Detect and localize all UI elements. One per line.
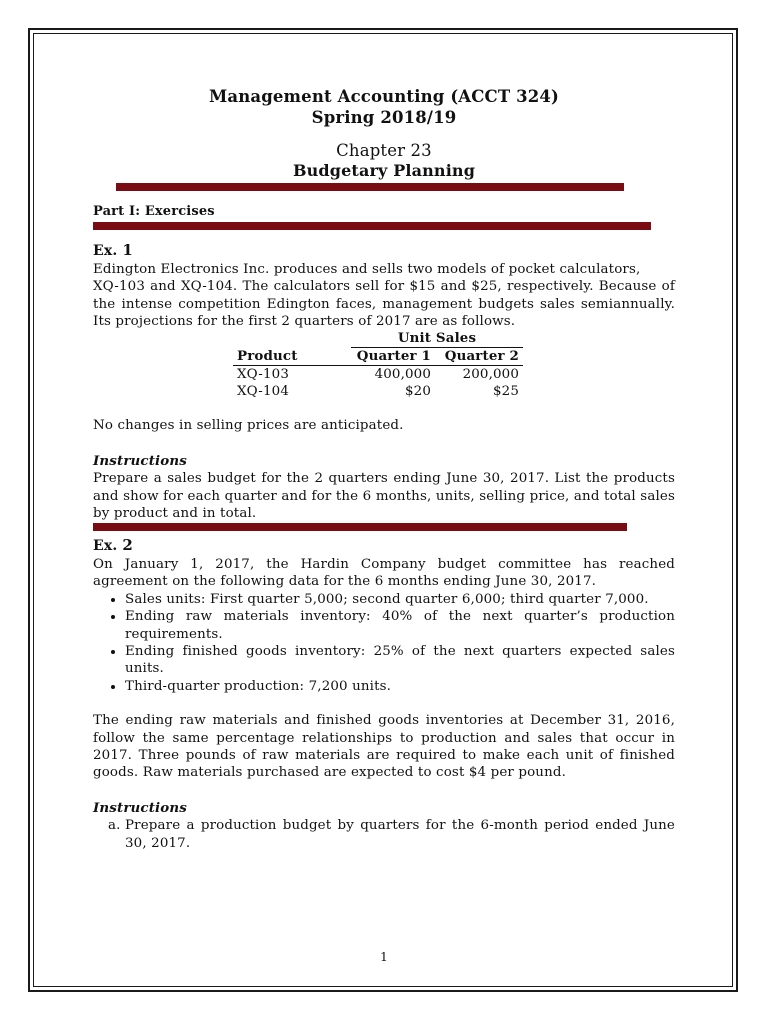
course-title: Management Accounting (ACCT 324) [208,87,559,106]
topic-title: Budgetary Planning [292,161,476,180]
document-page [93,86,675,852]
exercise-1-text: XQ-103 and XQ-104. The calculators sell for $15 and $25, respectively. Because of the intense competition Edington faces, management budgets sales semiannually. Its projections for the first 2 quarters of 2017 are as follows. [93,279,675,330]
table-group-row [233,330,523,348]
table-cell: $25 [492,384,519,400]
instructions-heading: Instructions [93,452,187,469]
exercise-label: Ex. [93,243,118,260]
unit-sales-table [233,330,523,400]
table-row [233,366,523,384]
column-header: Product [233,348,351,366]
divider-rule [116,183,624,191]
instructions-heading: Instructions [93,799,187,816]
exercise-label: Ex. [93,538,118,555]
column-header: Quarter 1 [351,348,435,366]
part-heading: Part I: Exercises [93,204,215,219]
table-cell: $20 [404,384,431,400]
exercise-1-instructions: Prepare a sales budget for the 2 quarters ending June 30, 2017. List the products and show for each quarter and for the 6 months, units, selling price, and total sales by product and in total. [93,471,675,522]
divider-rule [93,222,651,230]
table-cell: XQ-104 [237,384,289,400]
term-title: Spring 2018/19 [311,108,457,127]
chapter-title: Chapter 23 [336,141,432,160]
table-header-row [233,348,523,366]
exercise-number: 1 [122,241,133,260]
list-item: • Third-quarter production: 7,200 units. [125,678,675,695]
exercise-2-heading [93,537,675,555]
exercise-2-task-list [93,817,675,852]
list-item: • Ending raw materials inventory: 40% of the next quarter’s production requirements. [125,608,675,643]
table-row [233,383,523,400]
exercise-1-note: No changes in selling prices are anticipated. [93,418,404,434]
column-header: Quarter 2 [435,348,523,366]
exercise-1-heading [93,242,675,260]
exercise-2-intro: On January 1, 2017, the Hardin Company budget committee has reached agreement on the following data for the 6 months ending June 30, 2017. [93,556,675,590]
exercise-2-bullet-list [93,591,675,695]
exercise-2-paragraph: The ending raw materials and finished goods inventories at December 31, 2016, follow the same percentage relationships to production and sales that occur in 2017. Three pounds of raw materials are required to make each unit of finished goods. Raw materials purchased are expected to cost $4 per pound. [93,713,675,781]
page-number: 1 [380,950,388,964]
table-cell: XQ-103 [237,367,289,383]
exercise-1-text: Edington Electronics Inc. produces and sells two models of pocket calculators, [93,261,641,277]
divider-rule [93,523,627,531]
list-item: • Sales units: First quarter 5,000; second quarter 6,000; third quarter 7,000. [125,591,675,608]
list-item: a. Prepare a production budget by quarters for the 6-month period ended June 30, 2017. [125,817,675,852]
table-cell: 400,000 [374,367,431,383]
table-cell: 200,000 [462,367,519,383]
list-item: • Ending finished goods inventory: 25% of the next quarters expected sales units. [125,643,675,678]
table-group-header: Unit Sales [351,330,523,348]
exercise-number: 2 [122,536,133,555]
